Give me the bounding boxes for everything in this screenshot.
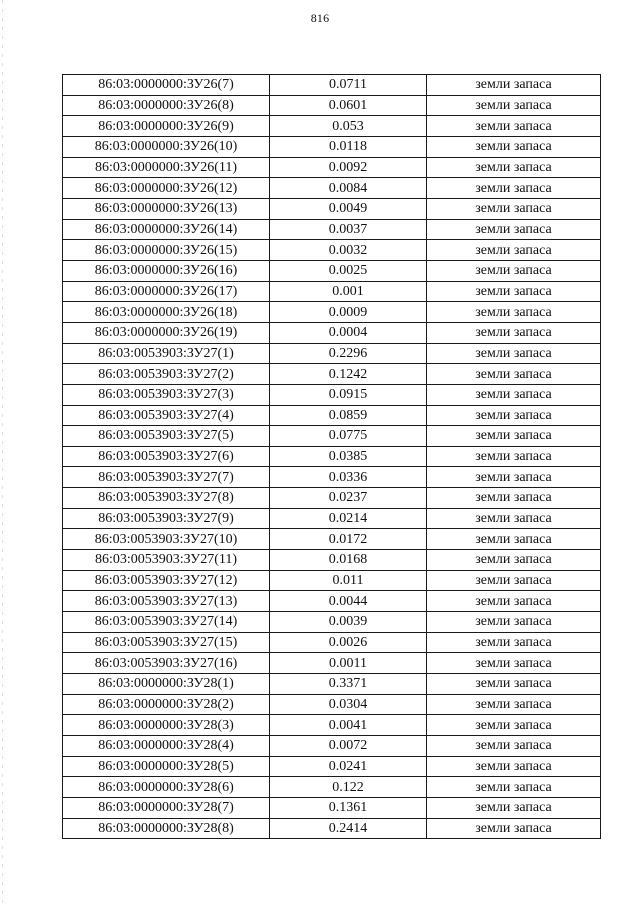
land-category-cell: земли запаса: [427, 529, 601, 550]
land-category-cell: земли запаса: [427, 797, 601, 818]
area-cell: 0.011: [270, 570, 427, 591]
cadastral-number-cell: 86:03:0000000:ЗУ28(8): [63, 818, 270, 839]
cadastral-number-cell: 86:03:0053903:ЗУ27(11): [63, 550, 270, 571]
page-number: 816: [310, 11, 330, 25]
land-category-cell: земли запаса: [427, 488, 601, 509]
table-body: [63, 75, 601, 839]
land-category-cell: земли запаса: [427, 384, 601, 405]
table-row: [63, 136, 601, 157]
cadastral-number-cell: 86:03:0000000:ЗУ28(3): [63, 715, 270, 736]
land-category-cell: земли запаса: [427, 302, 601, 323]
cadastral-number-cell: 86:03:0000000:ЗУ26(13): [63, 198, 270, 219]
area-cell: 0.0025: [270, 260, 427, 281]
land-category-cell: земли запаса: [427, 570, 601, 591]
table-row: [63, 570, 601, 591]
table-row: [63, 715, 601, 736]
land-category-cell: земли запаса: [427, 632, 601, 653]
table-row: [63, 736, 601, 757]
cadastral-number-cell: 86:03:0053903:ЗУ27(16): [63, 653, 270, 674]
area-cell: 0.122: [270, 777, 427, 798]
land-category-cell: земли запаса: [427, 591, 601, 612]
cadastral-number-cell: 86:03:0000000:ЗУ28(1): [63, 674, 270, 695]
cadastral-number-cell: 86:03:0000000:ЗУ28(6): [63, 777, 270, 798]
land-category-cell: земли запаса: [427, 219, 601, 240]
area-cell: 0.0092: [270, 157, 427, 178]
table-row: [63, 797, 601, 818]
area-cell: 0.0304: [270, 694, 427, 715]
cadastral-number-cell: 86:03:0053903:ЗУ27(13): [63, 591, 270, 612]
table-row: [63, 178, 601, 199]
table-row: [63, 281, 601, 302]
area-cell: 0.0118: [270, 136, 427, 157]
table-row: [63, 75, 601, 96]
area-cell: 0.0009: [270, 302, 427, 323]
area-cell: 0.0026: [270, 632, 427, 653]
table-row: [63, 343, 601, 364]
cadastral-number-cell: 86:03:0053903:ЗУ27(5): [63, 426, 270, 447]
cadastral-number-cell: 86:03:0053903:ЗУ27(9): [63, 508, 270, 529]
land-category-cell: земли запаса: [427, 136, 601, 157]
area-cell: 0.0039: [270, 612, 427, 633]
area-cell: 0.0037: [270, 219, 427, 240]
land-category-cell: земли запаса: [427, 322, 601, 343]
land-category-cell: земли запаса: [427, 777, 601, 798]
area-cell: 0.2414: [270, 818, 427, 839]
cadastral-number-cell: 86:03:0053903:ЗУ27(14): [63, 612, 270, 633]
area-cell: 0.0214: [270, 508, 427, 529]
land-category-cell: земли запаса: [427, 446, 601, 467]
cadastral-number-cell: 86:03:0000000:ЗУ26(15): [63, 240, 270, 261]
table-row: [63, 818, 601, 839]
cadastral-number-cell: 86:03:0000000:ЗУ26(9): [63, 116, 270, 137]
area-cell: 0.0711: [270, 75, 427, 96]
area-cell: 0.0004: [270, 322, 427, 343]
land-category-cell: земли запаса: [427, 260, 601, 281]
land-category-cell: земли запаса: [427, 467, 601, 488]
table-row: [63, 777, 601, 798]
table-row: [63, 550, 601, 571]
cadastral-number-cell: 86:03:0053903:ЗУ27(8): [63, 488, 270, 509]
area-cell: 0.0859: [270, 405, 427, 426]
land-category-cell: земли запаса: [427, 405, 601, 426]
land-category-cell: земли запаса: [427, 612, 601, 633]
land-category-cell: земли запаса: [427, 178, 601, 199]
table-row: [63, 198, 601, 219]
table-row: [63, 591, 601, 612]
area-cell: 0.0032: [270, 240, 427, 261]
table-row: [63, 384, 601, 405]
land-category-cell: земли запаса: [427, 343, 601, 364]
land-category-cell: земли запаса: [427, 240, 601, 261]
cadastral-number-cell: 86:03:0000000:ЗУ26(16): [63, 260, 270, 281]
area-cell: 0.0237: [270, 488, 427, 509]
cadastral-number-cell: 86:03:0000000:ЗУ26(10): [63, 136, 270, 157]
land-category-cell: земли запаса: [427, 653, 601, 674]
land-category-cell: земли запаса: [427, 198, 601, 219]
cadastral-number-cell: 86:03:0000000:ЗУ26(7): [63, 75, 270, 96]
cadastral-number-cell: 86:03:0000000:ЗУ28(7): [63, 797, 270, 818]
table-row: [63, 756, 601, 777]
table-row: [63, 694, 601, 715]
land-category-cell: земли запаса: [427, 550, 601, 571]
table-row: [63, 322, 601, 343]
area-cell: 0.0084: [270, 178, 427, 199]
area-cell: 0.053: [270, 116, 427, 137]
table-row: [63, 632, 601, 653]
cadastral-number-cell: 86:03:0000000:ЗУ26(18): [63, 302, 270, 323]
land-category-cell: земли запаса: [427, 715, 601, 736]
cadastral-number-cell: 86:03:0000000:ЗУ26(11): [63, 157, 270, 178]
land-category-cell: земли запаса: [427, 157, 601, 178]
cadastral-number-cell: 86:03:0053903:ЗУ27(4): [63, 405, 270, 426]
area-cell: 0.0072: [270, 736, 427, 757]
table-row: [63, 95, 601, 116]
table-row: [63, 219, 601, 240]
table-row: [63, 508, 601, 529]
land-category-cell: земли запаса: [427, 694, 601, 715]
area-cell: 0.0775: [270, 426, 427, 447]
area-cell: 0.0049: [270, 198, 427, 219]
table-row: [63, 612, 601, 633]
area-cell: 0.0041: [270, 715, 427, 736]
area-cell: 0.1242: [270, 364, 427, 385]
table-row: [63, 446, 601, 467]
area-cell: 0.0915: [270, 384, 427, 405]
land-category-cell: земли запаса: [427, 756, 601, 777]
table-row: [63, 674, 601, 695]
table-row: [63, 240, 601, 261]
area-cell: 0.0168: [270, 550, 427, 571]
cadastral-number-cell: 86:03:0000000:ЗУ28(4): [63, 736, 270, 757]
cadastral-number-cell: 86:03:0000000:ЗУ26(19): [63, 322, 270, 343]
cadastral-number-cell: 86:03:0053903:ЗУ27(6): [63, 446, 270, 467]
area-cell: 0.0172: [270, 529, 427, 550]
cadastral-number-cell: 86:03:0000000:ЗУ28(2): [63, 694, 270, 715]
cadastral-number-cell: 86:03:0053903:ЗУ27(7): [63, 467, 270, 488]
area-cell: 0.0011: [270, 653, 427, 674]
area-cell: 0.1361: [270, 797, 427, 818]
land-plots-table-container: [62, 74, 600, 839]
table-row: [63, 260, 601, 281]
land-category-cell: земли запаса: [427, 364, 601, 385]
table-row: [63, 488, 601, 509]
land-category-cell: земли запаса: [427, 426, 601, 447]
area-cell: 0.0601: [270, 95, 427, 116]
area-cell: 0.2296: [270, 343, 427, 364]
cadastral-number-cell: 86:03:0053903:ЗУ27(10): [63, 529, 270, 550]
cadastral-number-cell: 86:03:0000000:ЗУ28(5): [63, 756, 270, 777]
land-category-cell: земли запаса: [427, 508, 601, 529]
cadastral-number-cell: 86:03:0053903:ЗУ27(1): [63, 343, 270, 364]
cadastral-number-cell: 86:03:0053903:ЗУ27(15): [63, 632, 270, 653]
area-cell: 0.0241: [270, 756, 427, 777]
land-category-cell: земли запаса: [427, 674, 601, 695]
table-row: [63, 364, 601, 385]
land-category-cell: земли запаса: [427, 818, 601, 839]
area-cell: 0.0044: [270, 591, 427, 612]
land-category-cell: земли запаса: [427, 116, 601, 137]
land-category-cell: земли запаса: [427, 281, 601, 302]
table-row: [63, 467, 601, 488]
cadastral-number-cell: 86:03:0000000:ЗУ26(12): [63, 178, 270, 199]
land-category-cell: земли запаса: [427, 75, 601, 96]
scan-edge-marks: [2, 0, 3, 905]
area-cell: 0.0336: [270, 467, 427, 488]
land-category-cell: земли запаса: [427, 736, 601, 757]
cadastral-number-cell: 86:03:0053903:ЗУ27(3): [63, 384, 270, 405]
cadastral-number-cell: 86:03:0053903:ЗУ27(12): [63, 570, 270, 591]
table-row: [63, 157, 601, 178]
cadastral-number-cell: 86:03:0000000:ЗУ26(14): [63, 219, 270, 240]
table-row: [63, 426, 601, 447]
area-cell: 0.001: [270, 281, 427, 302]
table-row: [63, 302, 601, 323]
land-category-cell: земли запаса: [427, 95, 601, 116]
table-row: [63, 116, 601, 137]
cadastral-number-cell: 86:03:0053903:ЗУ27(2): [63, 364, 270, 385]
cadastral-number-cell: 86:03:0000000:ЗУ26(8): [63, 95, 270, 116]
area-cell: 0.3371: [270, 674, 427, 695]
table-row: [63, 653, 601, 674]
land-plots-table: [62, 74, 601, 839]
cadastral-number-cell: 86:03:0000000:ЗУ26(17): [63, 281, 270, 302]
table-row: [63, 405, 601, 426]
area-cell: 0.0385: [270, 446, 427, 467]
table-row: [63, 529, 601, 550]
